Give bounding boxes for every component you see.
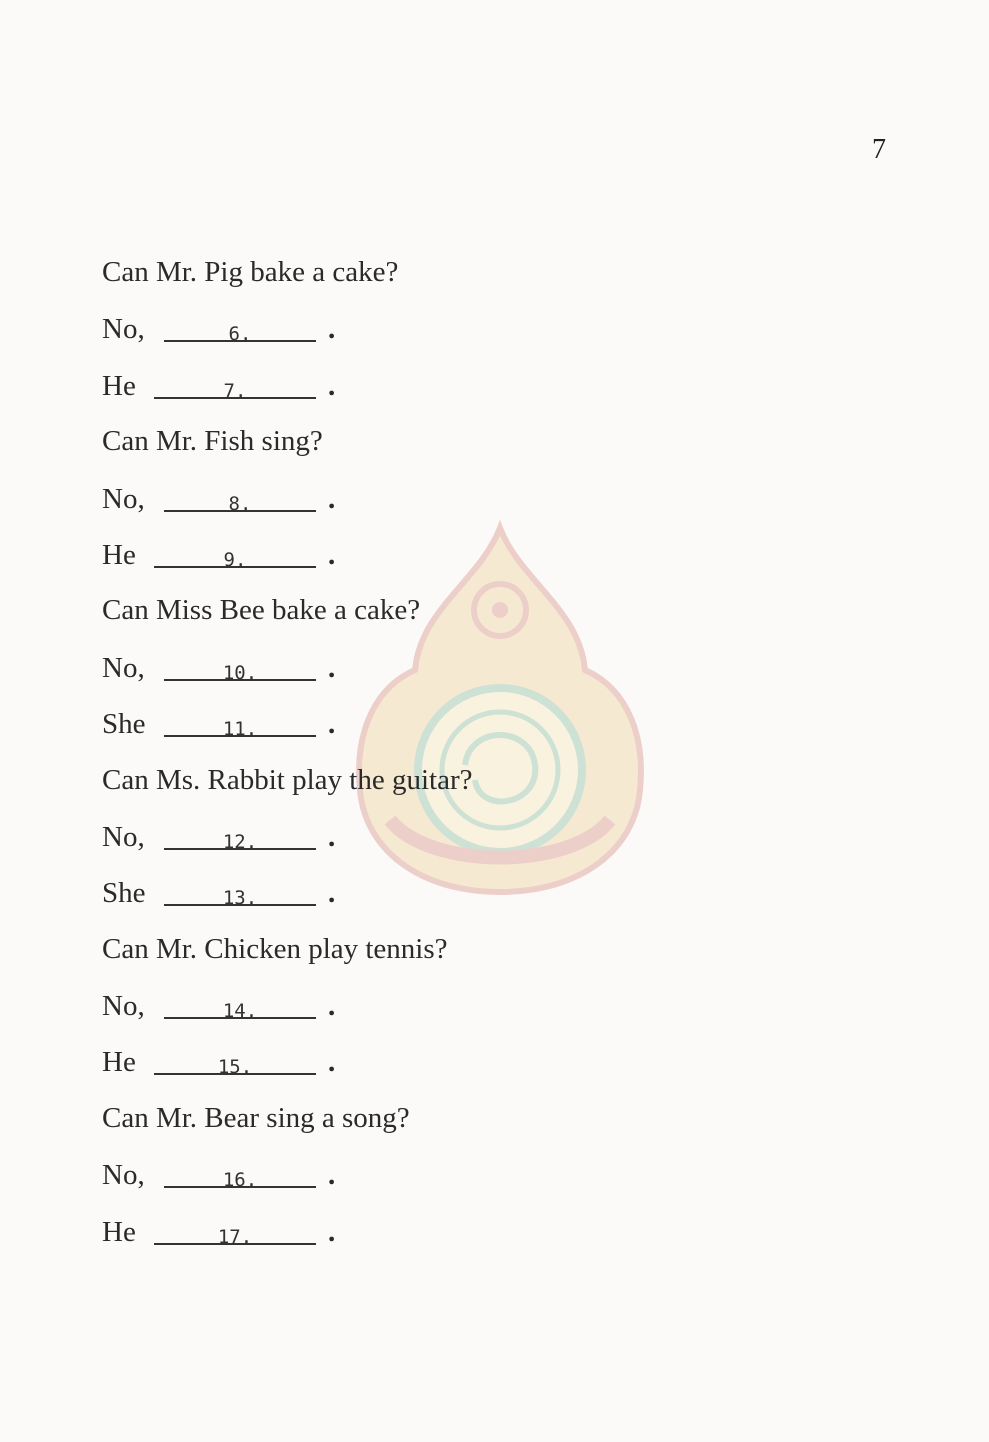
blank-number: 9.: [223, 548, 247, 571]
answer-blank[interactable]: [164, 304, 316, 346]
answer-lead: She: [102, 877, 146, 910]
answer-line: [102, 357, 702, 413]
answer-lead: He: [102, 369, 136, 402]
answer-period: .: [328, 1215, 336, 1248]
question-text: Can Mr. Pig bake a cake?: [102, 256, 399, 288]
answer-blank[interactable]: [164, 868, 316, 910]
answer-period: .: [328, 1046, 336, 1079]
answer-lead: No,: [102, 313, 145, 346]
blank-number: 6.: [228, 323, 252, 346]
answer-lead: No,: [102, 990, 145, 1023]
question-text: Can Mr. Fish sing?: [102, 425, 323, 458]
answer-blank[interactable]: [164, 643, 316, 684]
answer-line: [102, 808, 702, 864]
question-line: [102, 921, 702, 977]
blank-number: 14.: [222, 1000, 258, 1023]
blank-number: 16.: [222, 1169, 258, 1192]
blank-number: 10.: [222, 661, 258, 684]
answer-lead: No,: [102, 651, 145, 684]
answer-blank[interactable]: [164, 981, 316, 1023]
question-text: Can Mr. Chicken play tennis?: [102, 932, 448, 965]
blank-number: 13.: [222, 887, 258, 910]
answer-period: .: [328, 651, 336, 684]
answer-period: .: [328, 482, 336, 515]
blank-number: 12.: [222, 830, 258, 853]
question-text: Can Miss Bee bake a cake?: [102, 594, 421, 627]
answer-blank[interactable]: [154, 530, 316, 571]
blank-number: 8.: [228, 492, 252, 515]
answer-lead: No,: [102, 820, 145, 853]
answer-line: [102, 1033, 702, 1089]
blank-number: 15.: [217, 1056, 253, 1079]
answer-lead: No,: [102, 1159, 145, 1192]
answer-blank[interactable]: [164, 812, 316, 853]
answer-blank[interactable]: [154, 1207, 316, 1248]
answer-period: .: [328, 313, 336, 346]
answer-line: [102, 470, 702, 526]
answer-lead: No,: [102, 482, 145, 515]
answer-line: [102, 1203, 702, 1259]
question-text: Can Ms. Rabbit play the guitar?: [102, 763, 473, 796]
question-line: [102, 413, 702, 469]
answer-lead: He: [102, 538, 136, 571]
answer-line: [102, 695, 702, 751]
answer-period: .: [328, 990, 336, 1023]
answer-period: .: [328, 820, 336, 853]
answer-blank[interactable]: [154, 361, 316, 402]
answer-blank[interactable]: [164, 474, 316, 515]
answer-line: [102, 300, 702, 356]
answer-line: [102, 977, 702, 1033]
answer-line: [102, 526, 702, 582]
exercise-list: [102, 244, 702, 1259]
answer-lead: He: [102, 1215, 136, 1248]
answer-period: .: [328, 708, 336, 741]
answer-blank[interactable]: [164, 1150, 316, 1192]
question-line: [102, 244, 702, 300]
answer-lead: She: [102, 708, 146, 741]
blank-number: 7.: [223, 379, 247, 402]
answer-period: .: [328, 538, 336, 571]
question-line: [102, 752, 702, 808]
answer-period: .: [328, 369, 336, 402]
answer-period: .: [328, 1159, 336, 1192]
question-line: [102, 582, 702, 638]
answer-period: .: [328, 877, 336, 910]
question-line: [102, 1090, 702, 1146]
answer-lead: He: [102, 1046, 136, 1079]
blank-number: 17.: [217, 1225, 253, 1248]
answer-line: [102, 1146, 702, 1202]
answer-blank[interactable]: [154, 1037, 316, 1079]
answer-blank[interactable]: [164, 699, 316, 741]
answer-line: [102, 864, 702, 920]
answer-line: [102, 639, 702, 695]
blank-number: 11.: [222, 718, 258, 741]
page-number: 7: [872, 134, 886, 165]
question-text: Can Mr. Bear sing a song?: [102, 1101, 410, 1134]
